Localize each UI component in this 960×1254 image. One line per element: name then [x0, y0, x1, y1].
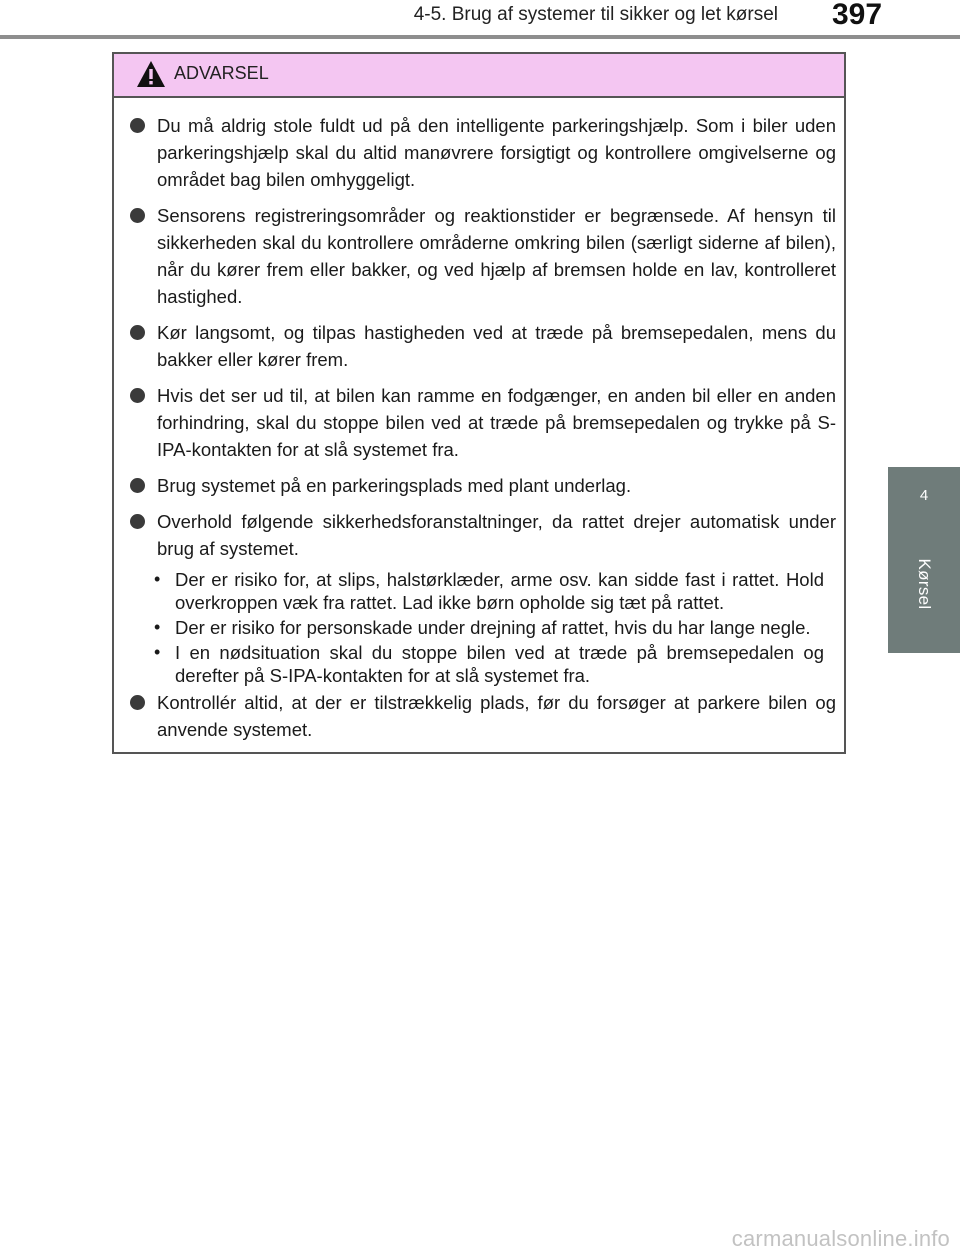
warning-subitem: • I en nødsituation skal du stoppe bilen ved at træde på bremsepedalen og derefter på S-IPA-kontakten for at slå systemet fra.	[154, 642, 824, 686]
bullet-dot-icon	[130, 208, 145, 223]
bullet-dot-icon	[130, 325, 145, 340]
warning-header	[114, 54, 844, 98]
footer-watermark: carmanualsonline.info	[731, 1226, 950, 1251]
warning-bullet: Brug systemet på en parkeringsplads med plant underlag.	[128, 472, 836, 499]
bullet-dot-icon	[130, 695, 145, 710]
page-number: 397	[832, 0, 883, 31]
chapter-title: Kørsel	[915, 558, 934, 610]
bullet-dot-icon	[130, 478, 145, 493]
warning-triangle-icon	[136, 60, 166, 88]
section-title: 4-5. Brug af systemer til sikker og let kørsel	[413, 4, 778, 25]
warning-body	[114, 98, 844, 743]
bullet-dot-icon	[130, 118, 145, 133]
warning-bullet: Sensorens registreringsområder og reaktionstider er begrænsede. Af hensyn til sikkerheden skal du kontrollere områderne omkring bilen (særligt siderne af bilen), når du kører frem eller bakker, og ved hjælp af bremsen holde en lav, kontrolleret hastighed.	[128, 202, 836, 310]
warning-bullet: Kontrollér altid, at der er tilstrækkelig plads, før du forsøger at parkere bilen og anvende systemet.	[128, 689, 836, 743]
warning-bullet: Hvis det ser ud til, at bilen kan ramme en fodgænger, en anden bil eller en anden forhindring, skal du stoppe bilen ved at træde på bremsepedalen og trykke på S-IPA-kontakten for at slå systemet fra.	[128, 382, 836, 463]
chapter-side-tab	[888, 467, 960, 653]
chapter-number: 4	[919, 487, 929, 504]
warning-subitems	[128, 568, 836, 687]
warning-bullet: Kør langsomt, og tilpas hastigheden ved at træde på bremsepedalen, mens du bakker eller kører frem.	[128, 319, 836, 373]
warning-bullet: Overhold følgende sikkerhedsforanstaltninger, da rattet drejer automatisk under brug af systemet.	[128, 508, 836, 562]
warning-subitem: • Der er risiko for, at slips, halstørklæder, arme osv. kan sidde fast i rattet. Hold overkroppen væk fra rattet. Lad ikke børn opholde sig tæt på rattet.	[154, 569, 824, 613]
bullet-dot-icon	[130, 388, 145, 403]
warning-bullet: Du må aldrig stole fuldt ud på den intelligente parkeringshjælp. Som i biler uden parkeringshjælp skal du altid manøvrere forsigtigt og kontrollere omgivelserne og området bag bilen omhyggeligt.	[128, 112, 836, 193]
warning-subitem: • Der er risiko for personskade under drejning af rattet, hvis du har lange negle.	[154, 617, 811, 638]
header-divider	[0, 35, 960, 39]
bullet-dot-icon	[130, 514, 145, 529]
warning-title: ADVARSEL	[174, 63, 269, 83]
warning-box	[112, 52, 846, 754]
